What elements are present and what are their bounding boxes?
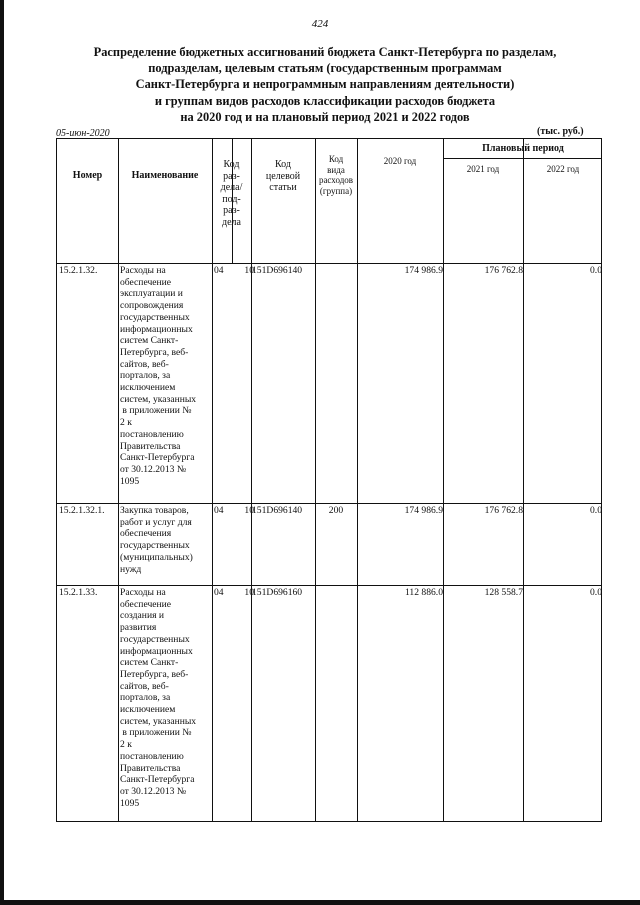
header-section-code: Код раз- дела/ под- раз- дела	[220, 159, 243, 228]
title-line: Санкт-Петербурга и непрограммным направлениям деятельности)	[135, 77, 515, 92]
row-2021: 176 762.8	[484, 265, 523, 276]
row-subsection: 10	[244, 265, 254, 276]
page-number: 424	[311, 18, 329, 30]
row-2021: 128 558.7	[484, 587, 523, 598]
currency-unit: (тыс. руб.)	[537, 126, 584, 137]
row-section: 04	[214, 505, 224, 516]
scan-border-left	[0, 0, 4, 905]
header-2020: 2020 год	[383, 156, 417, 166]
col-divider	[523, 139, 524, 821]
row-target-code: 151D696140	[252, 265, 303, 276]
report-date: 05-июн-2020	[56, 128, 110, 139]
col-divider	[443, 139, 444, 821]
col-divider	[118, 139, 119, 821]
row-name: Закупка товаров, работ и услуг для обеспечения государственных (муниципальных) нужд	[120, 505, 193, 575]
header-name: Наименование	[131, 170, 199, 181]
row-type-code: 200	[328, 505, 344, 516]
title-line: подразделам, целевым статьям (государственным программам	[148, 61, 502, 76]
row-target-code: 151D696140	[252, 505, 303, 516]
row-divider	[57, 503, 601, 504]
row-subsection: 10	[244, 587, 254, 598]
header-plan-period: Плановый период	[482, 143, 564, 154]
col-divider	[251, 139, 252, 821]
row-name: Расходы на обеспечение создания и развития государственных информационных систем Санкт- Петербурга, веб- сайтов, веб- порталов, за исключением систем, указанных в приложении № 2 к постановлению Правительства Санкт-Петербурга от 30.12.2013 № 1095	[120, 587, 197, 809]
row-2021: 176 762.8	[484, 505, 523, 516]
header-type-code: Код вида расходов (группа)	[318, 154, 354, 196]
title-line: Распределение бюджетных ассигнований бюджета Санкт-Петербурга по разделам,	[93, 45, 557, 59]
row-2020: 174 986.9	[404, 265, 443, 276]
col-divider	[212, 139, 213, 821]
col-divider	[357, 139, 358, 821]
header-number: Номер	[72, 170, 103, 181]
row-target-code: 151D696160	[252, 587, 303, 598]
title-line: на 2020 год и на плановый период 2021 и 2022 годов	[180, 109, 470, 124]
row-number: 15.2.1.32.	[59, 265, 98, 276]
header-2021: 2021 год	[466, 164, 500, 174]
row-section: 04	[214, 587, 224, 598]
budget-table	[56, 138, 602, 822]
header-2022: 2022 год	[546, 164, 580, 174]
row-section: 04	[214, 265, 224, 276]
plan-header-divider	[443, 158, 601, 159]
header-target-code: Код целевой статьи	[265, 159, 301, 193]
row-2022: 0.0	[590, 587, 602, 598]
document-title	[70, 44, 580, 125]
col-divider	[315, 139, 316, 821]
title-line: и группам видов расходов классификации расходов бюджета	[154, 93, 496, 108]
row-subsection: 10	[244, 505, 254, 516]
scan-border-bottom	[0, 900, 640, 905]
row-number: 15.2.1.32.1.	[59, 505, 105, 516]
row-name: Расходы на обеспечение эксплуатации и сопровождения государственных информационных систем Санкт- Петербурга, веб- сайтов, веб- порталов, за исключением систем, указанных в приложении № 2 к постановлению Правительства Санкт-Петербурга от 30.12.2013 № 1095	[120, 265, 197, 487]
row-2022: 0.0	[590, 505, 602, 516]
row-number: 15.2.1.33.	[59, 587, 98, 598]
row-2022: 0.0	[590, 265, 602, 276]
header-bottom-line	[57, 263, 601, 264]
row-2020: 112 886.0	[404, 587, 443, 598]
row-2020: 174 986.9	[404, 505, 443, 516]
row-divider	[57, 585, 601, 586]
